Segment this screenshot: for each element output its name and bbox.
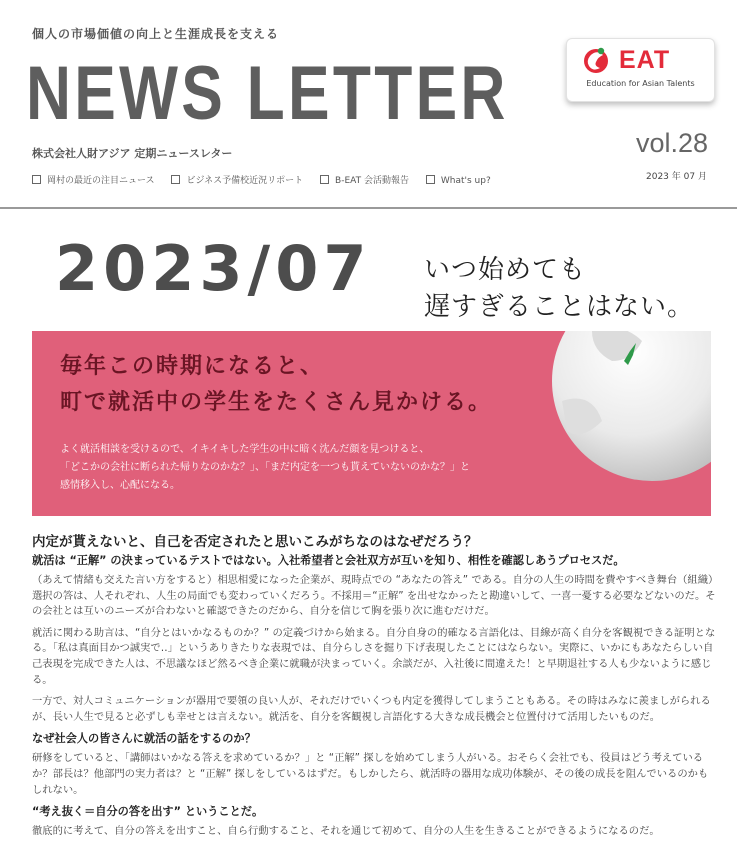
company-subtitle: 株式会社人財アジア 定期ニュースレター [32,147,233,160]
article-paragraph: 徹底的に考えて、自分の答えを出すこと、自ら行動すること、それを通じて初めて、自分の人生を生きることができるようになるのだ。 [32,825,660,838]
checkbox-icon [171,175,180,184]
hero-lead-line: 「どこかの会社に断られた帰りなのかな？」、「まだ内定を一つも貰えていないのかな？」と [60,462,470,473]
section-item [320,176,409,186]
section2-heading: なぜ社会人の皆さんに就活の話をするのか？ [32,732,256,746]
header-divider [0,207,737,209]
hero-phrase-line: 遅すぎることはない。 [424,292,695,322]
hero-headline-line: 毎年この時期になると、 [60,354,325,379]
volume-number: vol.28 [636,128,709,158]
section-item [426,176,491,186]
article-subheading: 就活は “正解” の決まっているテストではない。入社希望者と会社双方が互いを知り、相性を確認しあうプロセスだ。 [32,554,625,567]
section-checklist [32,173,505,186]
issue-date: 2023 年 07 月 [646,172,707,182]
newsletter-title: NEWS LETTER [26,51,509,136]
section-label: B-EAT 会活動報告 [335,176,409,186]
section-item [171,176,303,186]
checkbox-icon [32,175,41,184]
hero-lead-line: 感情移入し、心配になる。 [60,480,180,491]
hero-lead-line: よく就活相談を受けるので、イキイキした学生の中に暗く沈んだ顔を見つけると、 [60,444,430,455]
hero-phrase [424,252,694,326]
hero-headline [60,349,492,421]
article-paragraph: （あえて情緒も交えた言い方をすると）相思相愛になった企業が、現時点での “あなたの答え” である。自分の人生の時間を費やすべき舞台（組織）選択の答は、人それぞれ、人生の局面でも変わっていくだろう。不採用＝“正解” を出せなかったと勘違いして、一喜一憂する必要などないのだ。その会社とは互いのニーズが合わないと確認できたのだから、自分を信じて胸を張り次に進むだけだ。 [32,574,716,618]
section3-heading: “考え抜く＝自分の答を出す” ということだ。 [32,805,264,819]
eat-logo [566,38,715,102]
hero-headline-line: 町で就活中の学生をたくさん見かける。 [60,390,493,415]
tagline: 個人の市場価値の向上と生涯成長を支える [32,27,280,41]
hero-lead [60,441,470,495]
section-label: 岡村の最近の注目ニュース [47,176,155,186]
article-paragraph: 一方で、対人コミュニケーションが器用で要領の良い人が、それだけでいくつも内定を獲得してしまうこともある。その時はみなに羨ましがられるが、長い人生で見ると必ずしも幸せとは言えない。就活を、自分を客観視し言語化する大きな成長機会と位置付けて活用したいものだ。 [32,695,711,723]
hero-panel [32,331,711,516]
section-label: What's up? [440,176,491,186]
hero-date: 2023/07 [55,232,372,305]
section-item [32,176,155,186]
checkbox-icon [320,175,329,184]
globe-icon [532,331,711,481]
article-paragraph: 研修をしていると、「講師はいかなる答えを求めているか？」と “正解” 探しを始めてしまう人がいる。おそらく会社でも、役員はどう考えているか？部長は？他部門の実力者は？と “正解” 探しをしているはずだ。もしかしたら、就活時の器用な成功体験が、その後の成長を阻んでいるのかもしれない。 [32,752,709,796]
section-label: ビジネス予備校近況リポート [186,176,304,186]
article-body [32,533,716,846]
eat-logo-icon [581,45,611,75]
checkbox-icon [426,175,435,184]
logo-subtitle: Education for Asian Talents [586,79,695,88]
article-heading: 内定が貰えないと、自己を否定されたと思いこみがちなのはなぜだろう？ [32,534,478,550]
logo-name: EAT [619,46,671,74]
hero-phrase-line: いつ始めても [424,255,587,285]
article-paragraph: 就活に関わる助言は、“自分とはいかなるものか？” の定義づけから始まる。自分自身の的確なる言語化は、目線が高く自分を客観視できる証明となる。「私は真面目かつ誠実で‥」というありきたりな表現では、自分らしさを掘り下げ表現したことにはならない。実際に、いかにもあなたらしい自己表現を完成できた人は、不思議なほど然るべき企業に就職が決まっていく。余談だが、入社後に間違えた！と早期退社する人も少ないように感じる。 [32,626,716,686]
